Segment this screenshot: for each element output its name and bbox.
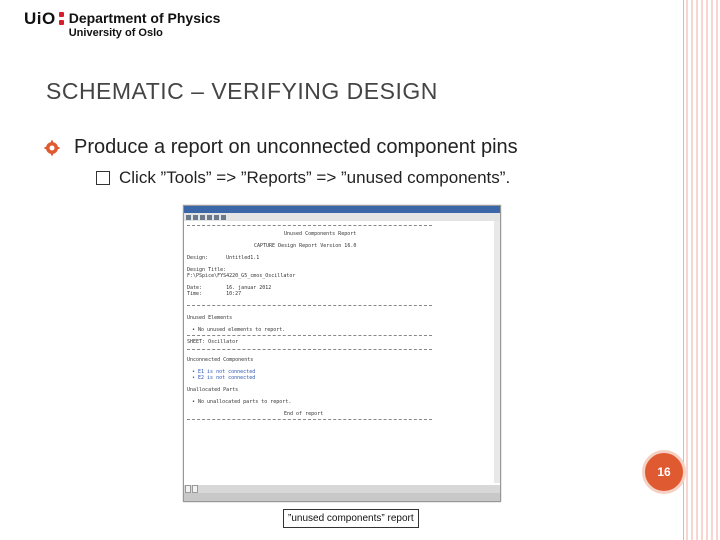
screenshot-titlebar [184,206,500,213]
screenshot-statusbar [184,493,500,501]
report-unused-elements: Unused Elements [187,315,233,321]
screenshot-tab-bar [184,485,500,493]
report-screenshot [183,205,501,502]
bullet-level1 [44,136,518,159]
report-heading: Unused Components Report [284,231,357,237]
report-sheet: SHEET: Oscillator [187,339,239,345]
divider [187,305,432,306]
divider [187,335,432,336]
report-design-title: Design Title: [187,267,227,273]
page-number-badge: 16 [642,450,686,494]
screenshot-tab[interactable] [185,485,191,493]
divider [187,349,432,350]
slide-title: SCHEMATIC – VERIFYING DESIGN [46,78,438,104]
report-body [184,221,500,483]
report-end: End of report [284,411,324,417]
toolbar-icon [193,215,198,220]
checkbox-bullet-icon [96,171,110,185]
department-block [69,10,221,40]
uio-logo-text: UiO [24,9,56,28]
report-subheading: CAPTURE Design Report Version 16.0 [254,243,357,249]
gear-bullet-icon [44,140,60,156]
divider [187,419,432,420]
bullet2-text: Click ”Tools” => ”Reports” => ”unused components”. [119,168,511,187]
toolbar-icon [221,215,226,220]
department-name: Department of Physics [68,10,221,26]
screenshot-toolbar [184,213,500,221]
report-time: Time: 10:27 [187,291,242,297]
report-unallocated: Unallocated Parts [187,387,239,393]
bullet1-text: Produce a report on unconnected component pins [74,136,518,158]
report-date: Date: 16. januar 2012 [187,285,272,291]
uio-logo [24,10,220,40]
screenshot-caption: ”unused components” report [283,509,419,528]
report-path: F:\PSpice\FYS4220_G5_cmos_Oscillator [187,273,296,279]
toolbar-icon [207,215,212,220]
toolbar-icon [186,215,191,220]
bullet-level2 [96,168,510,188]
report-unconnected-1: • E1 is not connected [192,369,256,375]
slide-border-line [683,0,684,540]
divider [187,225,432,226]
toolbar-icon [214,215,219,220]
toolbar-icon [200,215,205,220]
report-design: Design: Untitled1.1 [187,255,260,261]
report-unconnected-2: • E2 is not connected [192,375,256,381]
slide-border-decoration [686,0,720,540]
university-name: University of Oslo [68,27,163,39]
report-no-unused: • No unused elements to report. [192,327,286,333]
report-no-unallocated: • No unallocated parts to report. [192,399,292,405]
uio-dots-icon [59,10,65,28]
report-unconnected: Unconnected Components [187,357,254,363]
screenshot-tab[interactable] [192,485,198,493]
vertical-scrollbar[interactable] [494,221,500,483]
